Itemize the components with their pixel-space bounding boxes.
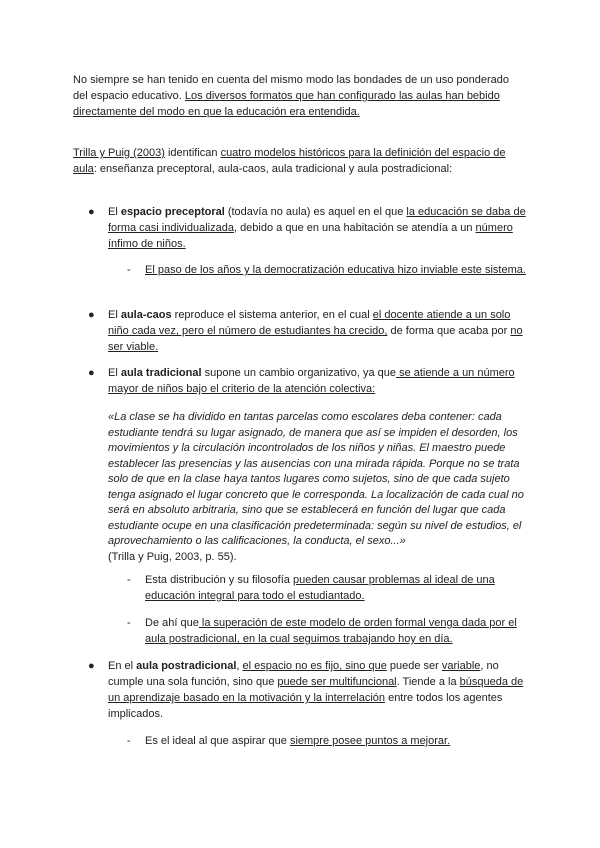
b1-underlined-1: la educación se daba de forma casi individualizada	[108, 206, 526, 234]
b4-text-3: puede ser	[386, 660, 442, 672]
b4-bold: aula postradicional	[136, 660, 237, 672]
sub-item-text	[145, 733, 527, 749]
list-item-text	[108, 204, 528, 252]
sub-item-ideal	[127, 733, 527, 749]
b4-text-4: , no cumple una sola función, sino que	[108, 660, 499, 688]
author-citation: Trilla y Puig (2003)	[73, 147, 165, 159]
quote-citation: (Trilla y Puig, 2003, p. 55).	[108, 550, 237, 563]
b4-underlined-4: búsqueda de un aprendizaje basado en la motivación y la interrelación	[108, 676, 524, 704]
intro-text: No siempre se han tenido en cuenta del mismo modo las bondades de un uso ponderado del espacio educativo.	[73, 74, 510, 102]
list-item-text	[108, 658, 528, 722]
models-intro-text-1: identifican	[164, 147, 221, 159]
b3-text-1: El	[108, 367, 121, 379]
bullet-icon: ●	[88, 367, 95, 379]
models-intro-paragraph	[73, 145, 513, 177]
sub-item-distribucion	[127, 572, 527, 604]
b4-underlined-2: variable	[441, 660, 481, 672]
s4-underlined: siempre posee puntos a mejorar.	[289, 735, 451, 747]
b2-underlined-1: el docente atiende a un solo niño cada vez, pero el número de estudiantes ha crecido,	[108, 309, 511, 337]
list-item-aula-postradicional	[88, 658, 528, 722]
list-item-aula-tradicional	[88, 365, 528, 397]
s2-underlined: pueden causar problemas al ideal de una educación integral para todo el estudiantado.	[145, 574, 495, 602]
b3-underlined-1: se atiende a un número mayor de niños bajo el criterio de la atención colectiva:	[108, 367, 515, 395]
s3-text-1: De ahí que	[145, 617, 199, 629]
sub-item-text	[145, 262, 527, 278]
bullet-icon: ●	[88, 309, 95, 321]
b1-bold: espacio preceptoral	[120, 206, 225, 218]
b1-text-1: El	[108, 206, 121, 218]
dash-icon: -	[127, 735, 131, 747]
b4-text-1: En el	[108, 660, 137, 672]
b2-bold: aula-caos	[120, 309, 172, 321]
dash-icon: -	[127, 574, 131, 586]
b2-text-3: de forma que acaba por	[387, 325, 511, 337]
b1-text-3: , debido a que en una habitación se atendía a un	[233, 222, 476, 234]
list-item-text	[108, 365, 528, 397]
list-item-text	[108, 307, 528, 355]
s3-underlined: la superación de este modelo de orden formal venga dada por el aula postradicional, en la cual seguimos trabajando hoy en día.	[145, 617, 517, 645]
intro-paragraph	[73, 72, 513, 120]
s1-underlined: El paso de los años y la democratización educativa hizo inviable este sistema.	[145, 264, 526, 276]
sub-item-text	[145, 572, 527, 604]
list-item-espacio-preceptoral	[88, 204, 528, 252]
sub-item-text	[145, 615, 527, 647]
models-intro-text-2: : enseñanza preceptoral, aula-caos, aula tradicional y aula postradicional:	[93, 163, 453, 175]
s4-text-1: Es el ideal al que aspirar que	[145, 735, 290, 747]
b4-text-6: entre todos los agentes implicados.	[108, 692, 503, 720]
dash-icon: -	[127, 264, 131, 276]
b1-underlined-2: número ínfimo de niños.	[108, 222, 513, 250]
sub-item-paso-anios	[127, 262, 527, 278]
intro-underlined-text: Los diversos formatos que han configurado las aulas han bebido directamente del modo en que la educación era entendida.	[73, 90, 500, 118]
b2-text-1: El	[108, 309, 121, 321]
s2-text-1: Esta distribución y su filosofía	[145, 574, 293, 586]
bullet-icon: ●	[88, 206, 95, 218]
quote-text: «La clase se ha dividido en tantas parcelas como escolares deba contener: cada estudiante tendrá su lugar asignado, de manera que así se impiden el desorden, los movimientos y la circulación incontrolados de los niños y niñas. El maestro puede establecer las presencias y las ausencias con una mirada rápida. Porque no se trata solo de que en la clase haya tantos lugares como sujetos, sino de que cada sujeto tenga asignado el lugar concreto que le corresponda. La localización de cada cual no será en absoluto arbitraria, sino que se establecerá en función del lugar que cada estudiante ocupe en una clasificación predeterminada: según su nivel de estudios, el aprovechamiento o las calificaciones, la conducta, el sexo...»	[108, 411, 524, 547]
dash-icon: -	[127, 617, 131, 629]
sub-item-superacion	[127, 615, 527, 647]
b2-underlined-2: no ser viable.	[108, 325, 523, 353]
block-quote	[108, 410, 528, 565]
b4-text-2: ,	[236, 660, 243, 672]
b1-text-2: (todavía no aula) es aquel en el que	[224, 206, 407, 218]
b4-text-5: . Tiende a la	[396, 676, 460, 688]
b3-bold: aula tradicional	[120, 367, 202, 379]
models-intro-underlined: cuatro modelos históricos para la definición del espacio de aula	[73, 147, 506, 175]
b4-underlined-3: puede ser multifuncional	[277, 676, 397, 688]
bullet-icon: ●	[88, 660, 95, 672]
list-item-aula-caos	[88, 307, 528, 355]
b4-underlined-1: el espacio no es fijo, sino que	[242, 660, 387, 672]
b2-text-2: reproduce el sistema anterior, en el cual	[171, 309, 373, 321]
b3-text-2: supone un cambio organizativo, ya que	[201, 367, 397, 379]
